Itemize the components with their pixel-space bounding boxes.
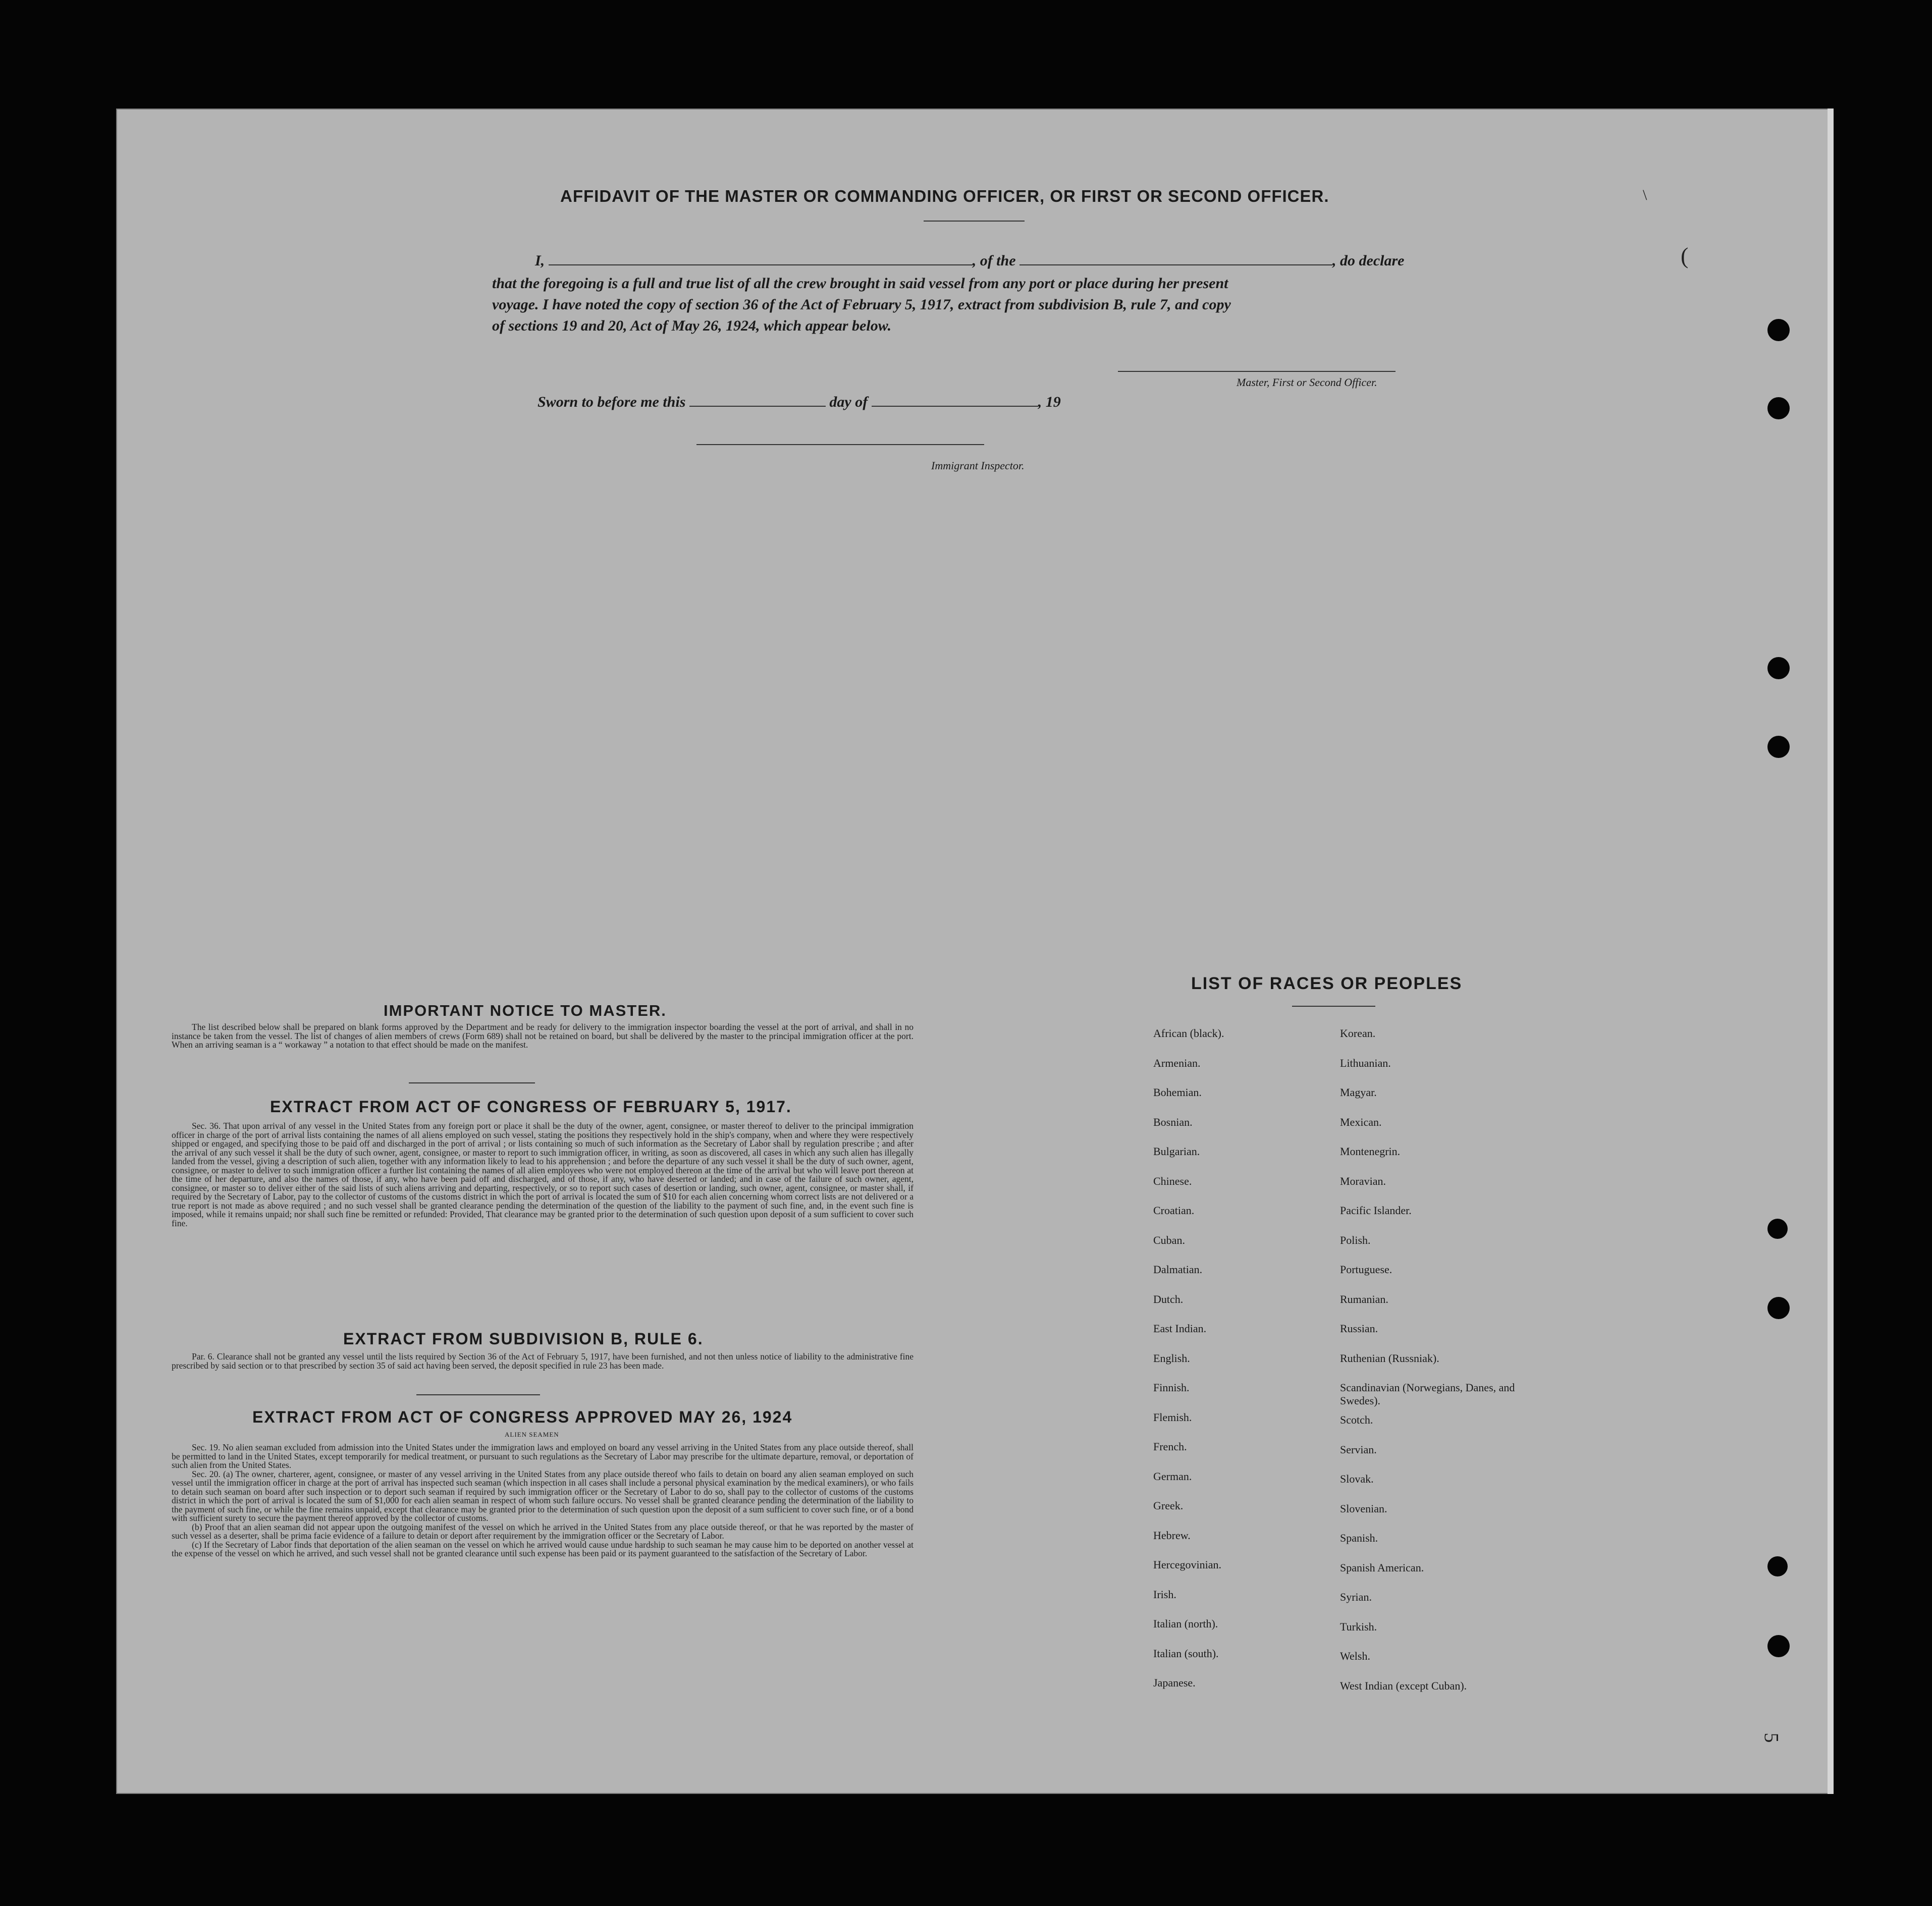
vessel-name-field[interactable] — [1019, 252, 1332, 265]
affidavit-title: AFFIDAVIT OF THE MASTER OR COMMANDING OFFICER, OR FIRST OR SECOND OFFICER. — [560, 187, 1329, 205]
race-item: West Indian (except Cuban). — [1340, 1679, 1467, 1692]
race-item: Spanish American. — [1340, 1561, 1424, 1574]
sworn-month-field[interactable] — [872, 394, 1038, 407]
races-left-column — [1153, 1027, 1325, 1706]
rule-6-text: Par. 6. Clearance shall not be granted any vessel until the lists required by Section 36 of the Act of February 5, 1917, have been furnished, and not then unless notice of liability to the administrative fine prescribed by said section or to that prescribed by section 35 of said act having been served, the deposit specified in rule 23 has been made. — [172, 1351, 914, 1371]
race-item: Greek. — [1153, 1499, 1184, 1512]
signature-label: Master, First or Second Officer. — [1237, 376, 1377, 389]
race-item: Korean. — [1340, 1027, 1376, 1040]
alien-seamen-subtitle: ALIEN SEAMEN — [505, 1431, 559, 1438]
binder-hole — [1767, 657, 1790, 679]
extract-1917-text: Sec. 36. That upon arrival of any vessel in the United States from any foreign port or place it shall be the duty of the owner, agent, consignee, or master thereof to deliver to the principal immigration officer in charge of the port of arrival lists containing the names of all aliens employed on such vessel, stating the positions they respectively hold in the ship's company, when and where they were respectively shipped or engaged, and specifying those to be paid off and discharged in the port of arrival ; or lists containing so much of such information as the Secretary of Labor shall by regulation prescribe ; and after the arrival of any such vessel it shall be the duty of such owner, agent, consignee, or master to report to such immigration officer, in writing, as soon as discovered, all cases in which any such alien has illegally landed from the vessel, giving a description of such alien, together with any information likely to lead to his apprehension ; and before the departure of any such vessel it shall be the duty of such owner, agent, consignee, or master to deliver to such immigration officer a further list containing the names of all alien employees who were not employed thereon at the time of the arrival but who will leave port thereon at the time of her departure, and also the names of those, if any, who have been paid off and discharged, and of those, if any, who have deserted or landed; and in case of the failure of such owner, agent, consignee, or master so to deliver either of the said lists of such aliens arriving and departing, respectively, or so to report such cases of desertion or landing, such owner, agent, consignee, or master shall, if required by the Secretary of Labor, pay to the collector of customs of the customs district in which the port of arrival is located the sum of $10 for each alien concerning whom correct lists are not delivered or a true report is not made as above required ; and no such vessel shall be granted clearance pending the determination of the question of the liability to the payment of such fine, and, in the event such fine is imposed, while it remains unpaid; nor shall such fine be remitted or refunded: Provided, That clearance may be granted prior to the determination of such question upon deposit of a sum sufficient to cover such fine. — [172, 1121, 914, 1228]
binder-hole — [1767, 397, 1790, 419]
affidavit-line-1 — [535, 252, 1404, 269]
rule-6-title: EXTRACT FROM SUBDIVISION B, RULE 6. — [343, 1330, 704, 1348]
officer-name-field[interactable] — [549, 252, 973, 265]
race-item: Italian (south). — [1153, 1647, 1219, 1660]
affidavit-line-3: voyage. I have noted the copy of section 36 of the Act of February 5, 1917, extract from subdivision B, rule 7, and copy — [492, 296, 1231, 313]
race-item: Bulgarian. — [1153, 1145, 1200, 1158]
race-item: East Indian. — [1153, 1322, 1207, 1335]
form-page — [116, 108, 1830, 1794]
race-item: Scandinavian (Norwegians, Danes, and Swedes). — [1340, 1381, 1515, 1407]
race-item: Mexican. — [1340, 1115, 1382, 1128]
race-item: Spanish. — [1340, 1532, 1378, 1544]
race-item: Japanese. — [1153, 1676, 1196, 1689]
race-item: Bohemian. — [1153, 1086, 1202, 1099]
sworn-text: Sworn to before me this — [538, 394, 686, 410]
race-item: Dalmatian. — [1153, 1263, 1203, 1276]
race-item: Polish. — [1340, 1233, 1371, 1246]
race-item: English. — [1153, 1351, 1190, 1365]
divider — [924, 221, 1025, 222]
affidavit-of-the: , of the — [972, 252, 1016, 269]
race-item: Slovenian. — [1340, 1502, 1387, 1515]
divider — [409, 1082, 535, 1083]
race-item: Portuguese. — [1340, 1263, 1392, 1276]
day-of-text: day of — [829, 394, 868, 410]
binder-hole — [1767, 1556, 1788, 1576]
race-item: Pacific Islander. — [1340, 1204, 1412, 1217]
extract-1917-title: EXTRACT FROM ACT OF CONGRESS OF FEBRUARY 5, 1917. — [270, 1098, 792, 1116]
race-item: Rumanian. — [1340, 1292, 1388, 1305]
races-right-column — [1340, 1027, 1552, 1709]
race-item: Cuban. — [1153, 1233, 1185, 1246]
race-item: Bosnian. — [1153, 1115, 1193, 1128]
race-item: Flemish. — [1153, 1410, 1192, 1424]
inspector-signature-line[interactable] — [696, 444, 984, 445]
race-item: African (black). — [1153, 1027, 1224, 1040]
binder-hole — [1767, 1635, 1790, 1657]
race-item: Armenian. — [1153, 1056, 1201, 1069]
race-item: German. — [1153, 1469, 1192, 1483]
signature-line[interactable] — [1118, 371, 1396, 372]
races-title: LIST OF RACES OR PEOPLES — [1191, 974, 1463, 993]
extract-1924-text — [172, 1443, 914, 1558]
sec-20c: (c) If the Secretary of Labor finds that deportation of the alien seaman on the vessel on which he arrived would cause undue hardship to such seaman he may cause him to be deported on another vessel at the expense of the vessel on which he arrived, and such vessel shall not be granted clearance until such expense has been paid or its payment guaranteed to the satisfaction of the Secretary of Labor. — [172, 1539, 914, 1558]
binder-hole — [1767, 319, 1790, 341]
race-item: Magyar. — [1340, 1086, 1377, 1099]
affidavit-i: I, — [535, 252, 545, 269]
race-item: Syrian. — [1340, 1591, 1372, 1603]
divider — [416, 1394, 540, 1395]
sworn-line — [538, 394, 1061, 411]
race-item: Slovak. — [1340, 1473, 1374, 1485]
page-mark: 5 — [1760, 1732, 1783, 1743]
sec-19: Sec. 19. No alien seaman excluded from admission into the United States under the immigration laws and employed on board any vessel arriving in the United States from any place outside thereof, shall be permitted to land in the United States, except temporarily for medical treatment, or pursuant to such regulations as the Secretary of Labor may prescribe for the ultimate departure, removal, or deportation of such alien from the United States. — [172, 1442, 914, 1470]
sworn-day-field[interactable] — [689, 394, 826, 407]
race-item: Montenegrin. — [1340, 1145, 1401, 1158]
race-item: Italian (north). — [1153, 1617, 1218, 1630]
race-item: Hebrew. — [1153, 1529, 1191, 1542]
race-item: Irish. — [1153, 1588, 1176, 1601]
race-item: Chinese. — [1153, 1174, 1192, 1187]
extract-1924-title: EXTRACT FROM ACT OF CONGRESS APPROVED MAY 26, 1924 — [252, 1408, 793, 1426]
pencil-mark: \ — [1643, 187, 1647, 203]
race-item: Russian. — [1340, 1322, 1378, 1335]
affidavit-declare: , do declare — [1332, 252, 1405, 269]
race-item: Finnish. — [1153, 1381, 1190, 1394]
sec-20a: Sec. 20. (a) The owner, charterer, agent, consignee, or master of any vessel arriving in the United States from any place outside thereof who fails to detain on board any alien seaman employed on such vessel until the immigration officer in charge at the port of arrival has inspected such seaman (which inspection in all cases shall include a personal physical examination by the medical examiners), or who fails to detain such seaman on board after such inspection or to deport such seaman if required by such immigration officer or the Secretary of Labor to do so, shall pay to the collector of customs of the customs district in which the port of arrival is located the sum of $1,000 for each alien seaman in respect of whom such failure occurs. No vessel shall be granted clearance pending the determination of the liability to the payment of such fine, or while the fine remains unpaid, except that clearance may be granted prior to the determination of such question upon the deposit of a sum sufficient to cover such fine, or of a bond with sufficient surety to secure the payment thereof approved by the collector of customs. — [172, 1468, 914, 1523]
sec-20b: (b) Proof that an alien seaman did not appear upon the outgoing manifest of the vessel on which he arrived in the United States from any place outside thereof, or that he was reported by the master of such vessel as a deserter, shall be prima facie evidence of a failure to detain or deport after requirement by the immigration officer or the Secretary of Labor. — [172, 1521, 914, 1541]
pencil-mark: ( — [1681, 243, 1689, 268]
notice-text: The list described below shall be prepared on blank forms approved by the Department and be ready for delivery to the immigration inspector boarding the vessel at the port of arrival, and shall in no instance be taken from the vessel. The list of changes of alien members of crews (Form 689) shall not be retained on board, but shall be delivered by the master to the principal immigration officer at the port. When an arriving seaman is a “ workaway ” a notation to that effect should be made on the manifest. — [172, 1022, 914, 1050]
notice-title: IMPORTANT NOTICE TO MASTER. — [384, 1002, 667, 1019]
race-item: Ruthenian (Russniak). — [1340, 1351, 1439, 1365]
race-item: Scotch. — [1340, 1413, 1373, 1426]
binder-hole — [1767, 736, 1790, 758]
year-text: , 19 — [1038, 394, 1061, 410]
race-item: Turkish. — [1340, 1620, 1377, 1633]
race-item: Moravian. — [1340, 1174, 1386, 1187]
race-item: Croatian. — [1153, 1204, 1195, 1217]
affidavit-line-2: that the foregoing is a full and true list of all the crew brought in said vessel from any port or place during her present — [492, 275, 1228, 292]
binder-hole — [1767, 1219, 1788, 1239]
race-item: Dutch. — [1153, 1292, 1184, 1305]
race-item: French. — [1153, 1440, 1187, 1453]
inspector-label: Immigrant Inspector. — [931, 459, 1025, 472]
affidavit-line-4: of sections 19 and 20, Act of May 26, 1924, which appear below. — [492, 317, 892, 334]
divider — [1292, 1006, 1375, 1007]
race-item: Hercegovinian. — [1153, 1558, 1221, 1571]
race-item: Welsh. — [1340, 1650, 1370, 1662]
race-item: Lithuanian. — [1340, 1056, 1391, 1069]
race-item: Servian. — [1340, 1443, 1377, 1456]
binder-hole — [1767, 1297, 1790, 1319]
